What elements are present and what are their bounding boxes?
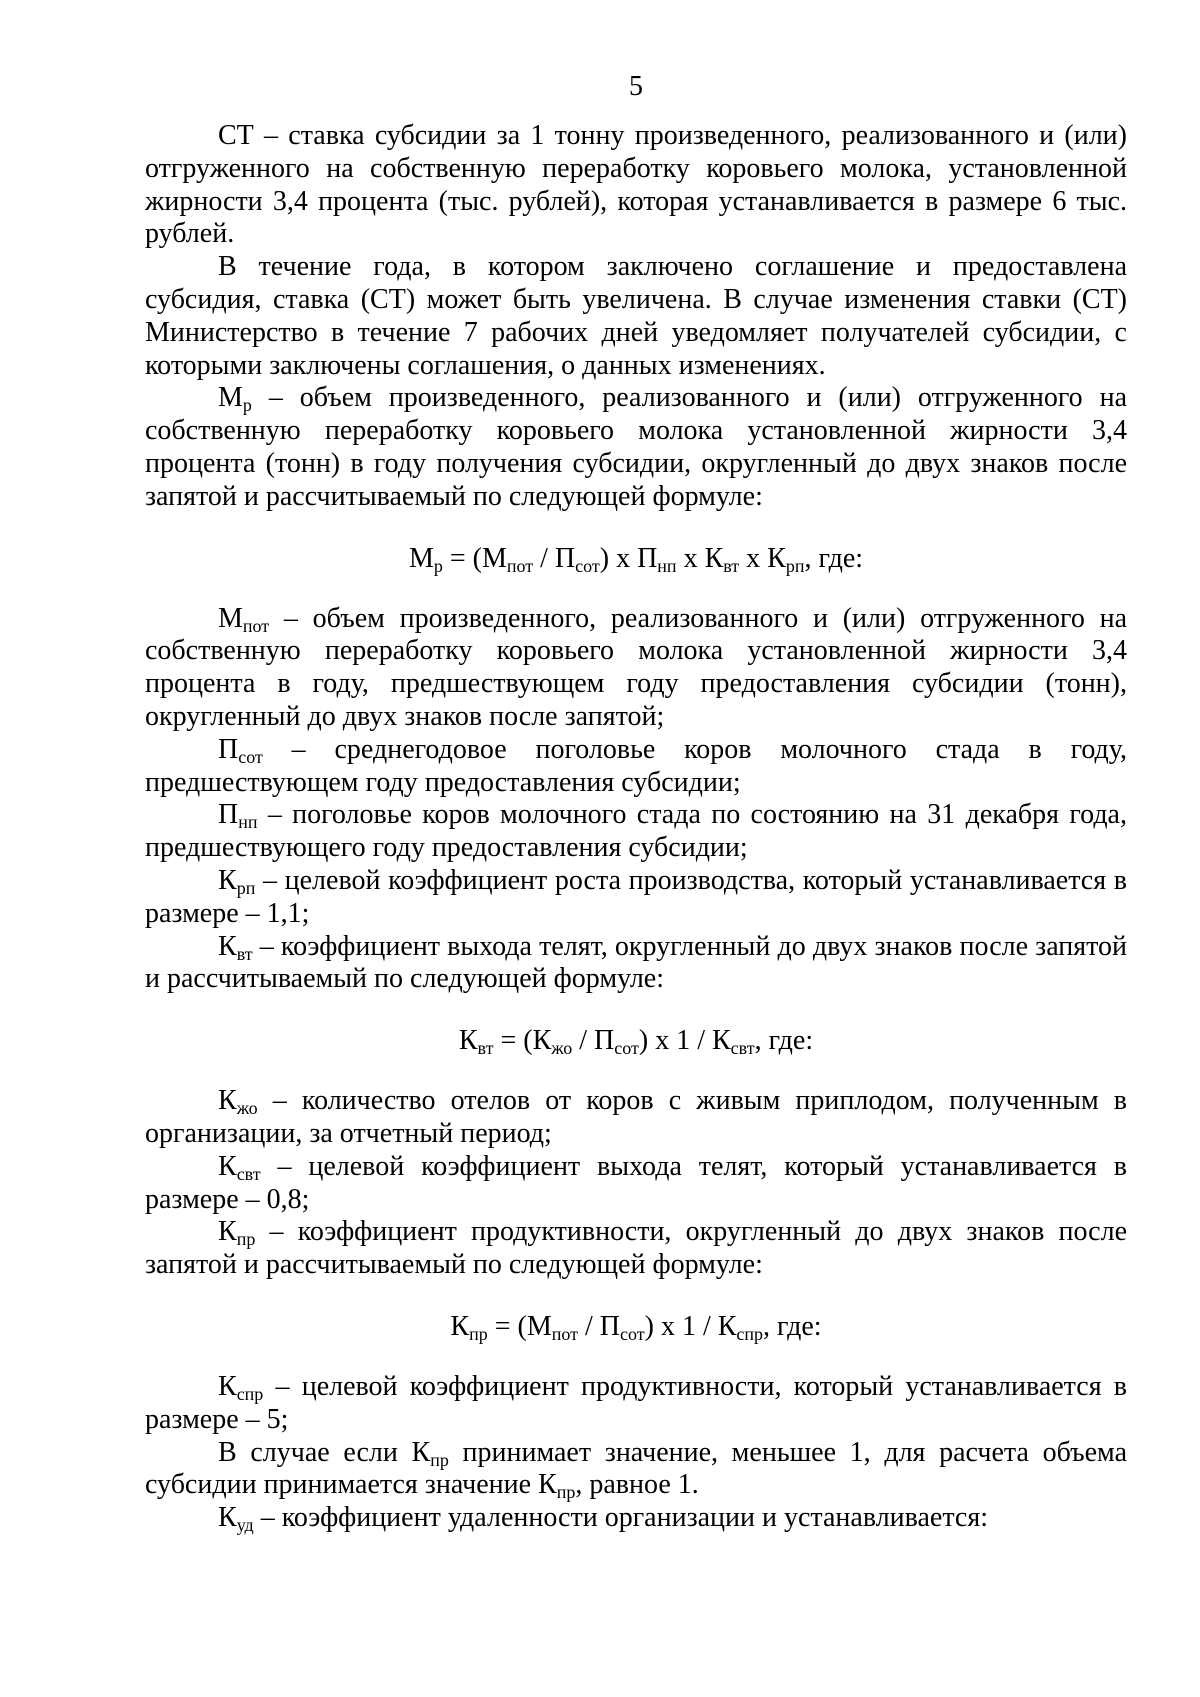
- term-symbol: П: [218, 733, 239, 765]
- formula-part: , где:: [754, 1025, 814, 1057]
- definition-text: – объем произведенного, реализованного и (или) отгруженного на собственную переработку коровьего молока установленной жирности 3,4 процента в году, предшествующем году предоставления субсидии (тонн), округленный до двух знаков после запятой;: [145, 602, 1127, 732]
- formula-part: ) х П: [599, 542, 658, 574]
- formula-subscript: рп: [785, 555, 805, 576]
- formula-part: / П: [533, 542, 576, 574]
- term-subscript: р: [242, 395, 252, 416]
- formula-subscript: сот: [614, 1038, 639, 1059]
- formula-part: / П: [578, 1310, 621, 1342]
- term-subscript: свт: [236, 1163, 261, 1184]
- term-subscript: спр: [236, 1383, 264, 1404]
- paragraph-kpr-minimum: [145, 1437, 1127, 1503]
- term-subscript: пр: [236, 1229, 256, 1250]
- paragraph-text: – ставка субсидии за 1 тонну произведенного, реализованного и (или) отгруженного на собственную переработку коровьего молока, установленной жирности 3,4 процента (тыс. рублей), которая устанавливается в размере 6 тыс. рублей.: [145, 120, 1127, 250]
- paragraph-text: В течение года, в котором заключено соглашение и предоставлена субсидия, ставка (СТ) может быть увеличена. В случае изменения ставки (СТ) Министерство в течение 7 рабочих дней уведомляет получателей субсидии, с которыми заключены соглашения, о данных изменениях.: [145, 251, 1127, 381]
- paragraph-rate-change: [145, 251, 1127, 382]
- definition-text: – коэффициент продуктивности, округленный до двух знаков после запятой и рассчитываемый по следующей формуле:: [145, 1216, 1127, 1281]
- formula-part: / П: [572, 1025, 615, 1057]
- page-number: 5: [629, 71, 643, 102]
- paragraph-text: принимает значение, меньшее 1, для расчета объема субсидии принимается значение К: [145, 1436, 1128, 1501]
- formula-part: = (М: [487, 1310, 552, 1342]
- term-subscript: пот: [242, 615, 270, 636]
- definition-mpot: [145, 603, 1127, 734]
- definition-krp: [145, 865, 1127, 931]
- formula-part: , где:: [804, 542, 864, 574]
- formula-part: = (К: [493, 1025, 552, 1057]
- term-symbol: К: [218, 864, 237, 896]
- term-subscript: вт: [236, 943, 253, 964]
- definition-text: – целевой коэффициент выхода телят, который устанавливается в размере – 0,8;: [145, 1150, 1127, 1215]
- term-symbol: П: [218, 799, 239, 831]
- formula-subscript: жо: [551, 1038, 573, 1059]
- formula-part: х К: [739, 542, 786, 574]
- formula-subscript: пот: [506, 555, 534, 576]
- formula-subscript: нп: [657, 555, 677, 576]
- term-symbol: К: [218, 1502, 237, 1534]
- definition-text: – коэффициент удаленности организации и устанавливается:: [253, 1502, 989, 1534]
- formula-mr: [145, 514, 1127, 603]
- term-symbol: К: [218, 1085, 237, 1117]
- definition-text: – количество отелов от коров с живым приплодом, полученным в организации, за отчетный период;: [145, 1085, 1127, 1149]
- formula-subscript: пр: [469, 1323, 488, 1344]
- term-subscript: жо: [236, 1098, 258, 1119]
- formula-subscript: спр: [736, 1323, 764, 1344]
- paragraph-text: , равное 1.: [575, 1469, 699, 1501]
- definition-kud: [145, 1502, 1127, 1535]
- term-subscript: сот: [238, 746, 263, 767]
- term-symbol: СТ: [218, 120, 254, 151]
- definition-text: – среднегодовое поголовье коров молочного стада в году, предшествующем году предоставления субсидии;: [145, 733, 1127, 798]
- definition-ksvt: [145, 1151, 1127, 1217]
- formula-part: ) х 1 / К: [638, 1025, 731, 1057]
- definition-kpr: [145, 1216, 1127, 1282]
- formula-subscript: пот: [551, 1323, 579, 1344]
- formula-part: К: [450, 1310, 470, 1342]
- term-symbol: К: [218, 930, 237, 962]
- term-subscript: рп: [236, 877, 256, 898]
- definition-kspr: [145, 1371, 1127, 1437]
- term-subscript: нп: [238, 812, 258, 833]
- term-symbol: К: [218, 1216, 237, 1248]
- formula-part: = (М: [442, 542, 507, 574]
- formula-subscript: вт: [723, 555, 740, 576]
- definition-text: – объем произведенного, реализованного и (или) отгруженного на собственную переработку коровьего молока установленной жирности 3,4 процента (тонн) в году получения субсидии, округленный до двух знаков после запятой и рассчитываемый по следующей формуле:: [145, 382, 1127, 512]
- formula-subscript: р: [433, 555, 443, 576]
- definition-kvt: [145, 931, 1127, 997]
- formula-part: , где:: [763, 1310, 822, 1342]
- formula-part: х К: [676, 542, 724, 574]
- definition-text: – целевой коэффициент роста производства, который устанавливается в размере – 1,1;: [145, 864, 1127, 929]
- paragraph-text: В случае если К: [218, 1436, 431, 1468]
- definition-text: – поголовье коров молочного стада по состоянию на 31 декабря года, предшествующего году предоставления субсидии;: [145, 799, 1127, 864]
- term-subscript: пр: [430, 1449, 449, 1470]
- formula-part: М: [408, 542, 434, 574]
- term-symbol: К: [218, 1370, 237, 1402]
- formula-kvt: [145, 996, 1127, 1085]
- formula-subscript: сот: [620, 1323, 645, 1344]
- definition-kzho: [145, 1085, 1127, 1151]
- formula-subscript: сот: [575, 555, 600, 576]
- formula-part: К: [458, 1025, 478, 1057]
- definition-text: – целевой коэффициент продуктивности, который устанавливается в размере – 5;: [145, 1370, 1127, 1435]
- definition-psot: [145, 734, 1127, 800]
- formula-kpr: [145, 1282, 1127, 1371]
- term-symbol: М: [218, 602, 243, 634]
- term-subscript: пр: [556, 1482, 576, 1503]
- definition-mr: [145, 382, 1127, 513]
- formula-subscript: вт: [477, 1038, 494, 1059]
- formula-subscript: свт: [730, 1038, 755, 1059]
- term-subscript: уд: [236, 1515, 254, 1536]
- formula-part: ) х 1 / К: [644, 1310, 737, 1342]
- definition-pnp: [145, 799, 1127, 865]
- document-body: [145, 120, 1127, 1535]
- term-symbol: М: [218, 382, 243, 414]
- paragraph-st-rate: [145, 120, 1127, 251]
- term-symbol: К: [218, 1150, 237, 1182]
- definition-text: – коэффициент выхода телят, округленный до двух знаков после запятой и рассчитываемый по следующей формуле:: [145, 930, 1127, 995]
